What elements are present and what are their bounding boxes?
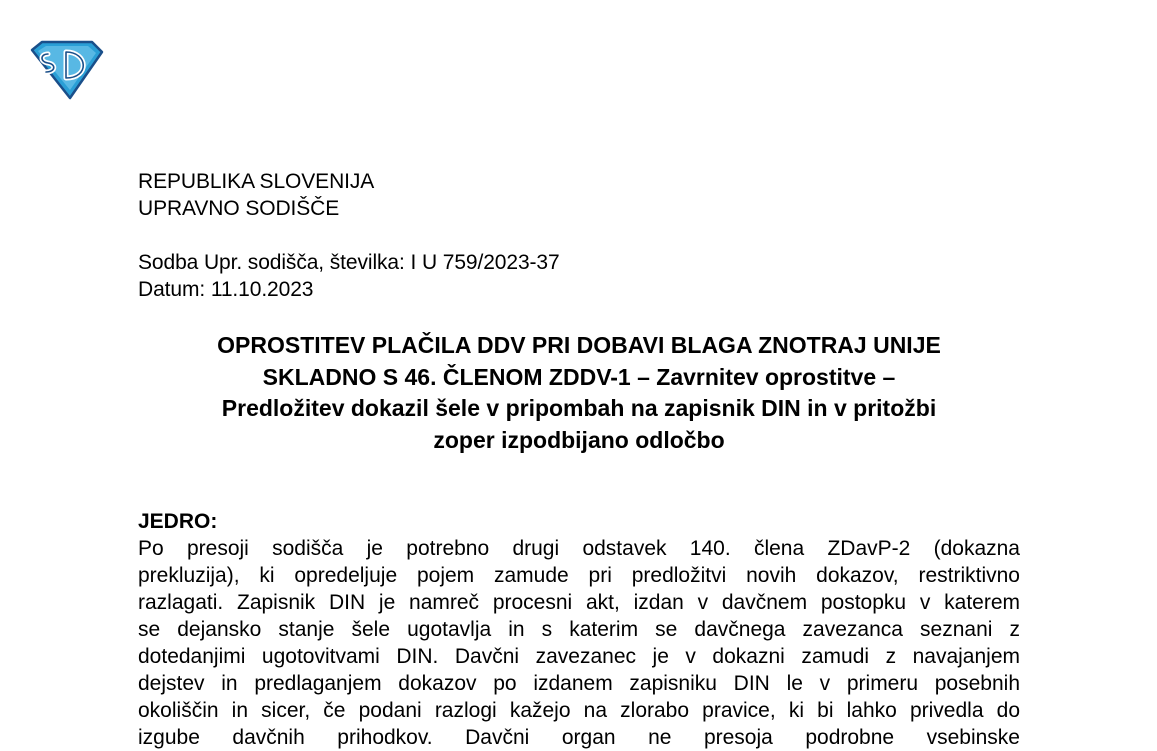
jedro-heading: JEDRO: [138, 510, 218, 533]
paragraph-line: izgube davčnih prihodkov. Davčni organ ne presoja podrobne vsebinske [138, 726, 1020, 749]
court-header [138, 168, 374, 222]
country-name: REPUBLIKA SLOVENIJA [138, 170, 375, 193]
court-name: UPRAVNO SODIŠČE [138, 197, 340, 220]
document-title [138, 330, 1020, 456]
paragraph-line: prekluzija), ki opredeljuje pojem zamude pri predložitvi novih dokazov, restriktivno [138, 564, 1020, 587]
jedro-paragraph [138, 535, 1020, 751]
paragraph-line: dotedanjimi ugotovitvami DIN. Davčni zavezanec je v dokazni zamudi z navajanjem [138, 645, 1020, 668]
title-line: OPROSTITEV PLAČILA DDV PRI DOBAVI BLAGA ZNOTRAJ UNIJE [217, 332, 941, 358]
paragraph-line: dejstev in predlaganjem dokazov po izdanem zapisniku DIN le v primeru posebnih [138, 672, 1020, 695]
paragraph-line: se dejansko stanje šele ugotavlja in s katerim se davčnega zavezanca seznani z [138, 618, 1020, 641]
paragraph-line: Po presoji sodišča je potrebno drugi odstavek 140. člena ZDavP-2 (dokazna [138, 537, 1020, 560]
title-line: zoper izpodbijano odločbo [433, 426, 725, 453]
title-line: SKLADNO S 46. ČLENOM ZDDV-1 – Zavrnitev oprostitve – [262, 363, 896, 390]
paragraph-line: razlagati. Zapisnik DIN je namreč procesni akt, izdan v davčnem postopku v katerem [138, 591, 1020, 614]
judgment-date: Datum: 11.10.2023 [138, 278, 314, 301]
court-logo-diamond-icon [30, 40, 104, 100]
case-reference [138, 249, 560, 303]
paragraph-line: okoliščin in sicer, če podani razlogi kažejo na zlorabo pravice, ki bi lahko privedla do [138, 699, 1020, 722]
title-line: Predložitev dokazil šele v pripombah na zapisnik DIN in v pritožbi [221, 395, 937, 421]
court-logo [30, 40, 104, 100]
case-number: Sodba Upr. sodišča, številka: I U 759/2023-37 [138, 251, 560, 274]
